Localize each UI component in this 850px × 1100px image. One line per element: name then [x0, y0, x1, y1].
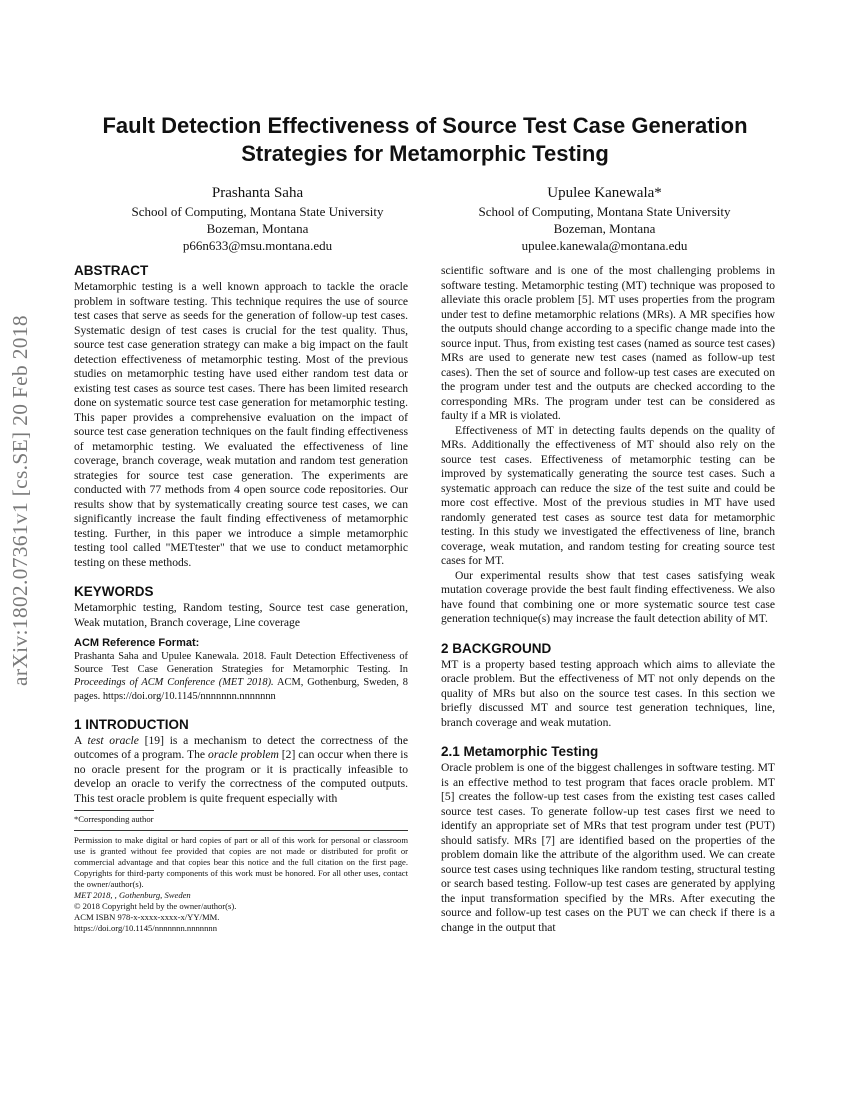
author-name: Upulee Kanewala*: [547, 185, 662, 201]
arxiv-stamp-text: arXiv:1802.07361v1 [cs.SE] 20 Feb 2018: [7, 314, 32, 686]
permission-venue: MET 2018, , Gothenburg, Sweden: [74, 890, 191, 901]
title-line-2: Strategies for Metamorphic Testing: [241, 141, 609, 166]
permission-isbn: ACM ISBN 978-x-xxxx-xxxx-x/YY/MM.: [74, 912, 220, 923]
background-heading: 2 BACKGROUND: [441, 640, 552, 656]
acm-reference-part1: Prashanta Saha and Upulee Kanewala. 2018. Fault Detection Effectiveness of Source Test Case Generation Strategies for Metamorphic Testing. In: [74, 651, 408, 676]
acm-reference-part2: ACM, Gothenburg, Sweden, 8 pages. https://doi.org/10.1145/nnnnnnn.nnnnnnn: [74, 677, 408, 702]
metamorphic-testing-heading: 2.1 Metamorphic Testing: [441, 744, 599, 759]
left-column: [74, 262, 408, 934]
keywords-text: Metamorphic testing, Random testing, Source test case generation, Weak mutation, Branch coverage, Line coverage: [74, 601, 408, 629]
abstract-heading: ABSTRACT: [74, 263, 149, 278]
metamorphic-testing-text: Oracle problem is one of the biggest challenges in software testing. MT is an effective method to test program that faces oracle problem. MT [5] creates the follow-up test cases from the existing test cases called source test cases. To generate follow-up test cases first we need to identify an appropriate set of MRs that test program under test (PUT) should satisfy. MRs [7] are identified based on the properties of the problem domain like the attribute of the algorithm used. We can create source test cases using techniques like random testing, structural testing or search based testing. Follow-up test cases are generated by applying the input transformation specified by the MRs. After executing the source and follow-up test cases on the PUT we can check if there is a change in the output that: [441, 761, 775, 934]
author-name: Prashanta Saha: [211, 185, 304, 201]
acm-reference-label: ACM Reference Format:: [74, 637, 200, 649]
intro-paragraph-2: Effectiveness of MT in detecting faults depends on the quality of MRs. Additionally the effectiveness of MT should also rely on the source test cases. Effectiveness of metamorphic testing can be improved by systematically generating the source test cases. Such a systematic approach can reduce the size of the test suite and could be more cost effective. Most of the previous studies in MT have used randomly generated test cases as source test data for metamorphic testing. In this study we investigated the effectiveness of line, branch coverage, weak mutation, and random testing for creating source test cases for MT.: [441, 423, 775, 567]
intro-term-test-oracle: test oracle: [87, 733, 139, 747]
permission-rule: [74, 830, 408, 831]
paper-title: [60, 112, 790, 168]
author-location: Bozeman, Montana: [206, 221, 309, 236]
author-block-1: [90, 183, 425, 254]
author-location: Bozeman, Montana: [553, 221, 656, 236]
intro-text-c: [2] can occur when there is no oracle present for the program or it is practically infeasible to develop an oracle to verify the correctness of the computed outputs. This test oracle problem is quite frequent especially with: [74, 748, 408, 805]
author-email: upulee.kanewala@montana.edu: [521, 238, 688, 253]
author-email: p66n633@msu.montana.edu: [182, 238, 333, 253]
abstract-text: Metamorphic testing is a well known approach to tackle the oracle problem in software testing. This technique requires the use of source test cases that serve as seeds for the generation of follow-up test cases. Systematic design of test cases is crucial for the test quality. Thus, source test case generation strategy can make a big impact on the fault detection effectiveness of metamorphic testing. Most of the previous studies on metamorphic testing have used either random test data or existing test cases as source test cases. There has been limited research done on systematic source test case generation for metamorphic testing. This paper provides a comprehensive evaluation on the impact of source test case generation techniques on the fault finding effectiveness of metamorphic testing. We evaluated the effectiveness of line coverage, branch coverage, weak mutation and random test generation strategies for source test case generation. The experiments are conducted with 77 methods from 4 open source code repositories. Our results show that by systematically creating source test cases, we can significantly increase the fault finding effectiveness of metamorphic testing. Further, in this paper we introduce a simple metamorphic testing tool called "METtester" that we use to conduct metamorphic testing on these methods.: [74, 280, 408, 569]
intro-text-a: A: [74, 733, 88, 747]
arxiv-stamp: [0, 290, 40, 710]
footnote-rule: [74, 810, 154, 811]
intro-text-b: [19] is a mechanism to detect the correctness of the outcomes of a program. The: [74, 733, 408, 762]
footnote: *Corresponding author: [74, 814, 154, 825]
introduction-heading: 1 INTRODUCTION: [74, 716, 189, 732]
permission-copyright: © 2018 Copyright held by the owner/author(s).: [74, 901, 237, 912]
intro-paragraph-3: Our experimental results show that test cases satisfying weak mutation coverage provide the best fault finding effectiveness. We also have found that combining one or more systematic source test case generation technique(s) may increase the fault detection ability of MT.: [441, 568, 775, 625]
intro-term-oracle-problem: oracle problem: [208, 748, 279, 762]
permission-doi: https://doi.org/10.1145/nnnnnnn.nnnnnnn: [74, 923, 217, 934]
keywords-heading: KEYWORDS: [74, 584, 154, 599]
acm-reference-text: [74, 650, 408, 703]
author-affiliation: School of Computing, Montana State University: [478, 204, 731, 219]
introduction-paragraph: [74, 734, 408, 807]
permission-text: Permission to make digital or hard copies of part or all of this work for personal or classroom use is granted without fee provided that copies are not made or distributed for profit or commercial advantage and that copies bear this notice and the full citation on the first page. Copyrights for third-party components of this work must be honored. For all other uses, contact the owner/author(s).: [74, 835, 408, 890]
author-block-2: [437, 183, 772, 254]
background-text: MT is a property based testing approach which aims to alleviate the oracle problem. But the effectiveness of MT not only depends on the quality of MRs but also on the source test cases. In this section we briefly discussed MT and source test generation techniques, line, branch coverage and weak mutation.: [441, 657, 775, 729]
permission-notice: [74, 835, 408, 934]
author-affiliation: School of Computing, Montana State University: [131, 204, 384, 219]
title-line-1: Fault Detection Effectiveness of Source Test Case Generation: [102, 113, 748, 138]
intro-continued-paragraph: scientific software and is one of the most challenging problems in software testing. Metamorphic testing (MT) technique was proposed to alleviate this oracle problem [5]. MT uses properties from the program under test to define metamorphic relations (MRs). A MR specifies how the outputs should change according to a specific change made into the source input. Thus, from existing test cases (named as source test cases) MRs are used to generate new test cases (named as follow-up test cases). Then the set of source and follow-up test cases are executed on the program under test and the outputs are checked according to the corresponding MRs. The program under test can be considered as faulty if a MR is violated.: [441, 264, 775, 422]
acm-reference-venue: Proceedings of ACM Conference (MET 2018).: [74, 677, 274, 689]
right-column: [441, 264, 775, 935]
